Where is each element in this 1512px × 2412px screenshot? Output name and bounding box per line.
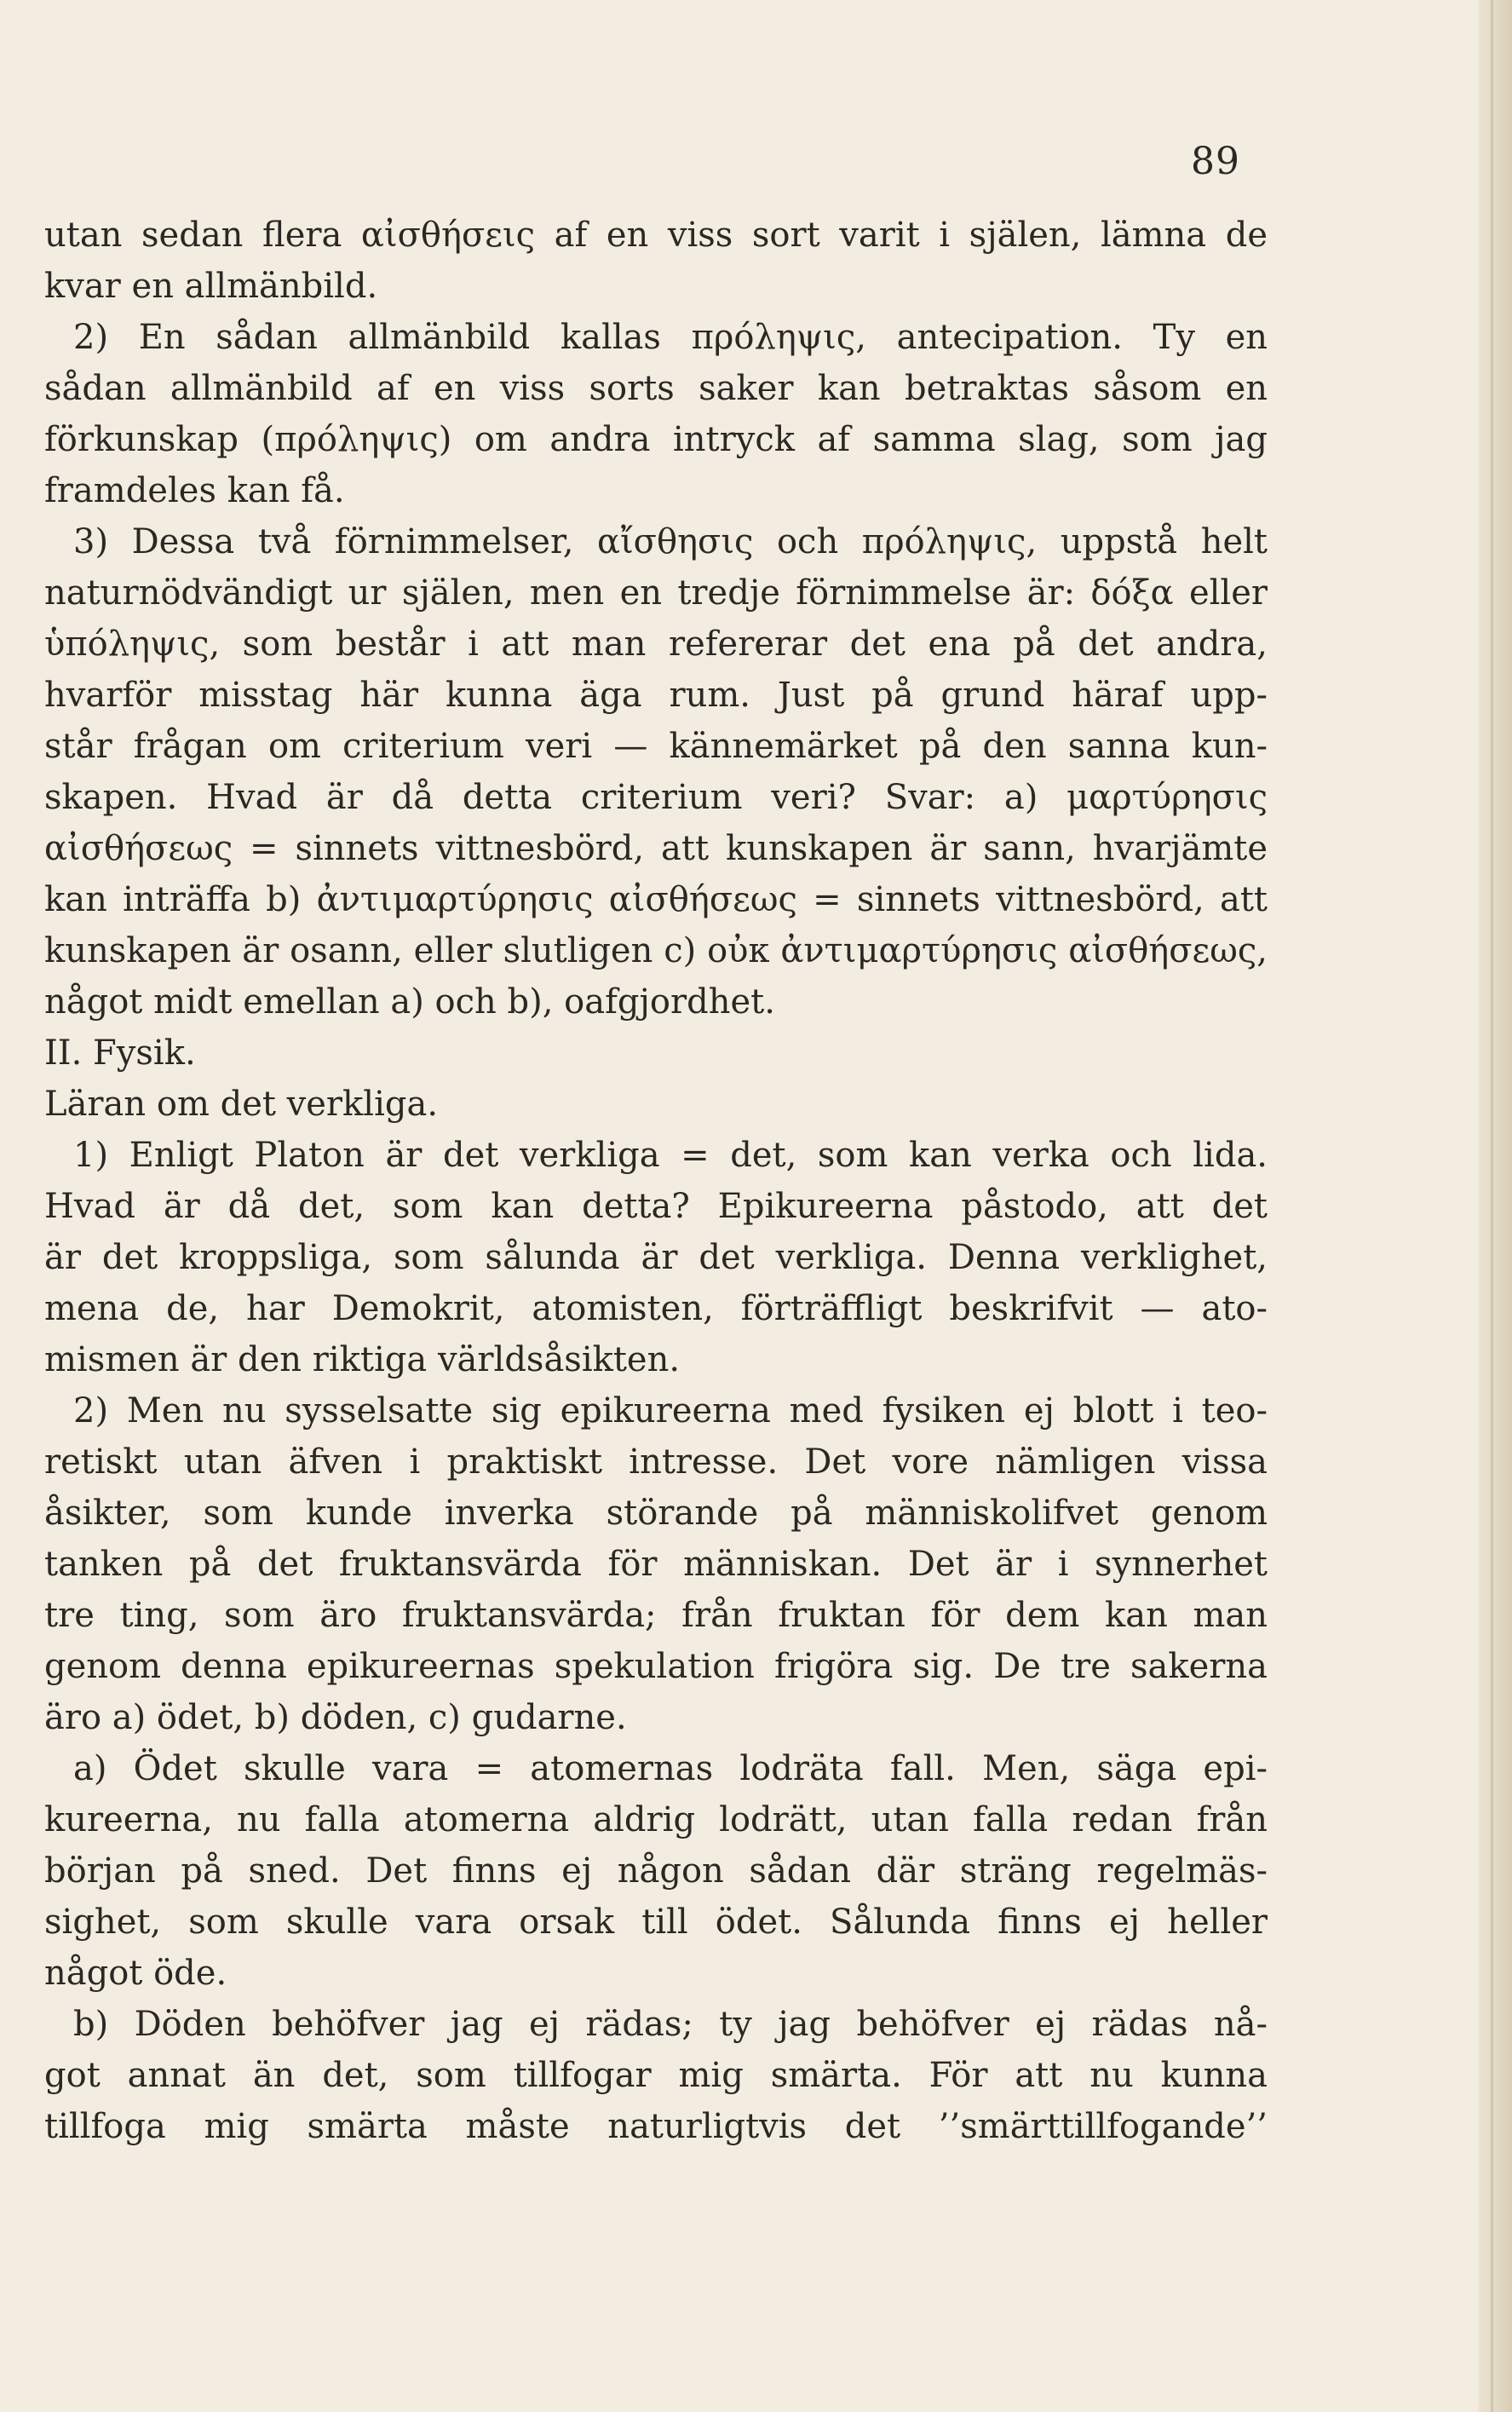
- page-number: 89: [1191, 140, 1240, 183]
- text-line: naturnödvändigt ur själen, men en tredje förnimmelse är: δόξα eller: [44, 573, 1268, 613]
- text-line: hvarför misstag här kunna äga rum. Just på grund häraf upp-: [44, 676, 1268, 715]
- page-body: [44, 210, 1268, 2152]
- text-line: sighet, som skulle vara orsak till ödet. Sålunda finns ej heller: [44, 1903, 1268, 1942]
- text-line: kunskapen är osann, eller slutligen c) οὐκ ἀντιμαρτύρησις αἰσθήσεως,: [44, 931, 1268, 970]
- text-line: ὑπόληψις, som består i att man refererar det ena på det andra,: [44, 625, 1268, 664]
- page-edge: [1478, 0, 1512, 2412]
- text-line: Hvad är då det, som kan detta? Epikureerna påstodo, att det: [44, 1187, 1268, 1226]
- subheading: Läran om det verkliga.: [44, 1085, 439, 1124]
- text-line: åsikter, som kunde inverka störande på människolifvet genom: [44, 1494, 1268, 1533]
- text-line: 3) Dessa två förnimmelser, αἴσθησις och πρόληψις, uppstå helt: [73, 522, 1268, 561]
- text-line: äro a) ödet, b) döden, c) gudarne.: [44, 1698, 627, 1737]
- text-line: tillfoga mig smärta måste naturligtvis det ’’smärttillfogande’’: [44, 2107, 1268, 2146]
- text-line: förkunskap (πρόληψις) om andra intryck af samma slag, som jag: [44, 420, 1268, 459]
- text-line: något midt emellan a) och b), oafgjordhet.: [44, 982, 775, 1022]
- text-line: mena de, har Demokrit, atomisten, förträffligt beskrifvit — ato-: [44, 1289, 1268, 1328]
- text-line: kureerna, nu falla atomerna aldrig lodrätt, utan falla redan från: [44, 1800, 1268, 1839]
- text-line: mismen är den riktiga världsåsikten.: [44, 1340, 681, 1379]
- text-line: sådan allmänbild af en viss sorts saker kan betraktas såsom en: [44, 369, 1268, 408]
- text-line: tre ting, som äro fruktansvärda; från fruktan för dem kan man: [44, 1596, 1268, 1635]
- page-edge-line: [1491, 0, 1493, 2412]
- text-line: a) Ödet skulle vara = atomernas lodräta fall. Men, säga epi-: [73, 1749, 1268, 1788]
- text-line: skapen. Hvad är då detta criterium veri? Svar: a) μαρτύρησις: [44, 778, 1268, 817]
- text-line: kan inträffa b) ἀντιμαρτύρησις αἰσθήσεως = sinnets vittnesbörd, att: [44, 880, 1268, 919]
- text-line: är det kroppsliga, som sålunda är det verkliga. Denna verklighet,: [44, 1238, 1268, 1277]
- text-line: kvar en allmänbild.: [44, 267, 378, 306]
- text-line: retiskt utan äfven i praktiskt intresse. Det vore nämligen vissa: [44, 1442, 1268, 1482]
- text-line: början på sned. Det finns ej någon sådan där sträng regelmäs-: [44, 1851, 1268, 1891]
- text-line: b) Döden behöfver jag ej rädas; ty jag behöfver ej rädas nå-: [73, 2005, 1268, 2044]
- text-line: något öde.: [44, 1954, 227, 1993]
- text-line: tanken på det fruktansvärda för människan. Det är i synnerhet: [44, 1545, 1268, 1584]
- text-line: utan sedan flera αἰσθήσεις af en viss sort varit i själen, lämna de: [44, 216, 1268, 255]
- text-line: αἰσθήσεως = sinnets vittnesbörd, att kunskapen är sann, hvarjämte: [44, 829, 1268, 868]
- text-line: 1) Enligt Platon är det verkliga = det, som kan verka och lida.: [73, 1136, 1268, 1175]
- text-line: står frågan om criterium veri — kännemärket på den sanna kun-: [44, 727, 1268, 766]
- text-line: framdeles kan få.: [44, 471, 345, 510]
- text-line: got annat än det, som tillfogar mig smärta. För att nu kunna: [44, 2056, 1268, 2095]
- section-heading: II. Fysik.: [44, 1033, 196, 1073]
- text-line: 2) En sådan allmänbild kallas πρόληψις, antecipation. Ty en: [73, 318, 1268, 357]
- text-line: genom denna epikureernas spekulation frigöra sig. De tre sakerna: [44, 1647, 1268, 1686]
- text-line: 2) Men nu sysselsatte sig epikureerna med fysiken ej blott i teo-: [73, 1391, 1268, 1431]
